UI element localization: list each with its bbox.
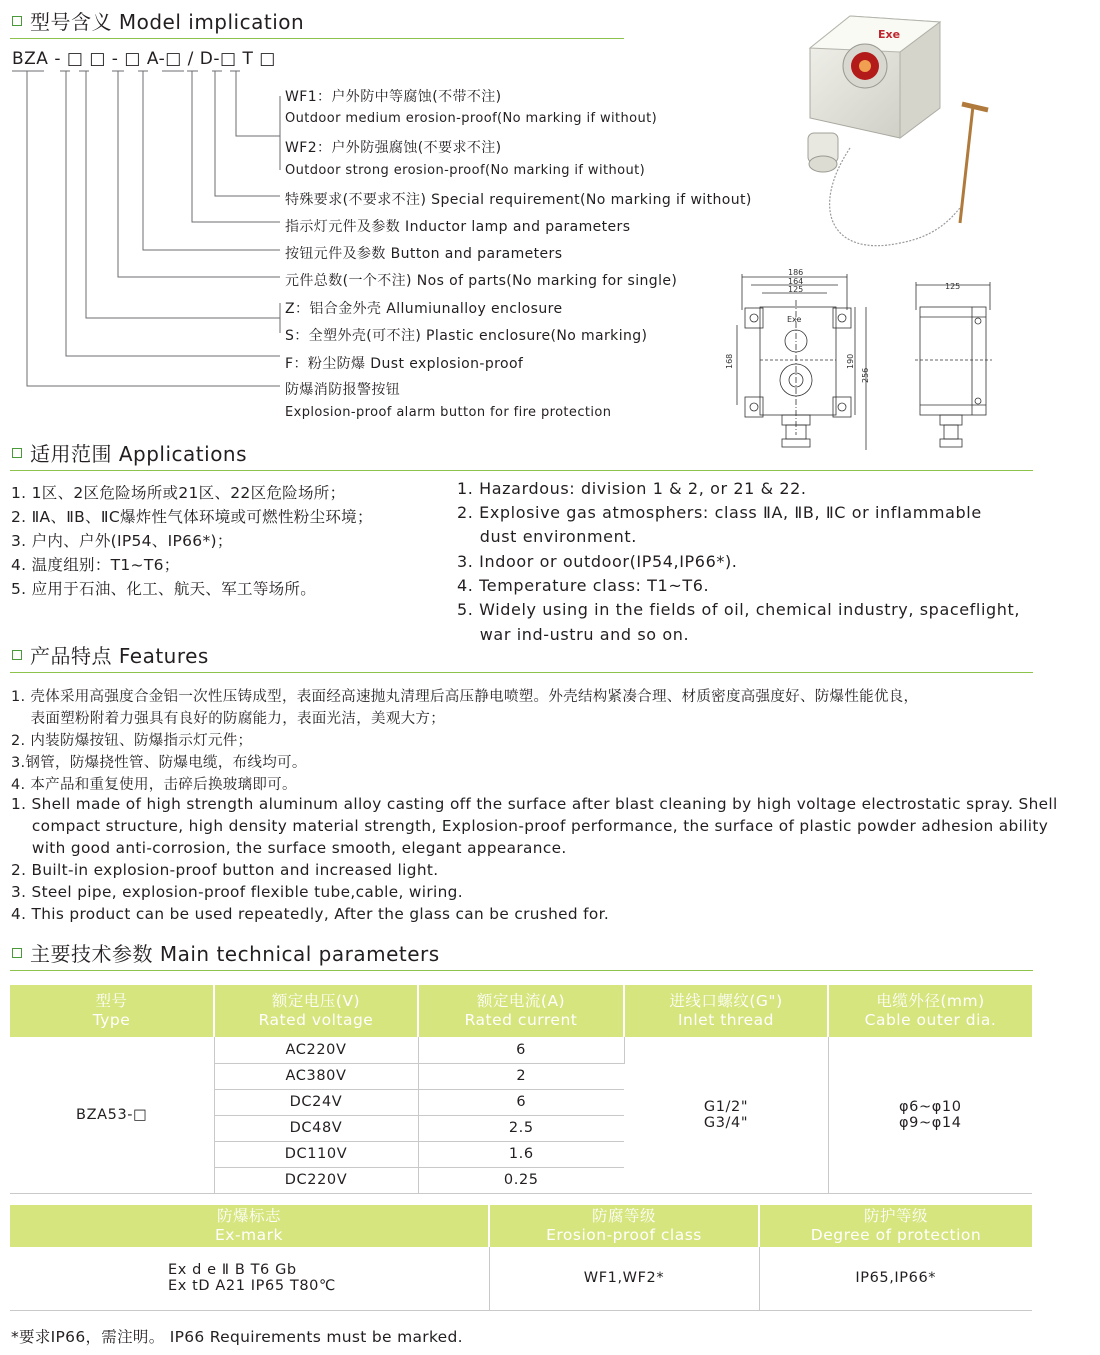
dim-125: 125 xyxy=(788,285,804,294)
app-en-5b: war ind-ustru and so on. xyxy=(457,625,690,644)
table-header-row xyxy=(10,1205,1032,1247)
section-title-features: 产品特点 Features xyxy=(12,640,209,669)
type-cell: BZA53-□ xyxy=(10,1037,214,1193)
section-divider xyxy=(10,970,1033,971)
app-cn-1: 1. 1区、2区危险场所或21区、22区危险场所； xyxy=(11,484,346,502)
voltage-cell: AC380V xyxy=(214,1063,418,1089)
table-bottom-line xyxy=(10,1193,1032,1194)
checkbox-icon xyxy=(12,948,22,958)
table-row xyxy=(10,1247,1032,1310)
app-cn-4: 4. 温度组别：T1~T6； xyxy=(11,556,180,574)
current-cell: 2 xyxy=(418,1063,624,1089)
app-en-3: 3. Indoor or outdoor(IP54,IP66*). xyxy=(457,552,738,571)
feature-cn-2: 2. 内装防爆按钮、防爆指示灯元件； xyxy=(11,733,253,749)
section-title-applications: 适用范围 Applications xyxy=(12,438,247,467)
product-exe-label: Exe xyxy=(878,28,901,41)
header-cable: 电缆外径(mm) Cable outer dia. xyxy=(828,985,1032,1037)
parameters-table xyxy=(10,985,1032,1193)
erosion-cell: WF1,WF2* xyxy=(489,1247,759,1310)
app-en-2: 2. Explosive gas atmosphers: class ⅡA, ⅡB, ⅡC or infIammable xyxy=(457,503,982,522)
feature-cn-1: 1. 壳体采用高强度合金铝一次性压铸成型，表面经高速抛丸清理后高压静电喷塑。外壳结构紧凑合理、材质密度高强度好、防爆性能优良， xyxy=(11,689,919,705)
app-en-4: 4. Temperature class: T1~T6. xyxy=(457,576,710,595)
exmark-cell: Ex d e Ⅱ B T6 Gb Ex tD A21 IP65 T80℃ xyxy=(10,1247,489,1310)
legend-parts: 元件总数(一个不注) Nos of parts(No marking for single) xyxy=(285,273,678,289)
protection-cell: IP65,IP66* xyxy=(759,1247,1032,1310)
table-header-row xyxy=(10,985,1032,1037)
current-cell: 6 xyxy=(418,1089,624,1115)
voltage-cell: DC220V xyxy=(214,1167,418,1193)
legend-wf1: WF1：户外防中等腐蚀(不带不注) xyxy=(285,89,502,105)
legend-wf2-en: Outdoor strong erosion-proof(No marking if without) xyxy=(285,163,646,178)
feature-cn-3: 3.钢管，防爆挠性管、防爆电缆，布线均可。 xyxy=(11,755,307,771)
product-photo xyxy=(790,8,1000,268)
header-exmark: 防爆标志 Ex-mark xyxy=(10,1205,489,1247)
header-current: 额定电流(A) Rated current xyxy=(418,985,624,1037)
legend-special: 特殊要求(不要求不注) Special requirement(No marking if without) xyxy=(285,192,752,208)
feature-en-3: 3. Steel pipe, explosion-proof flexible tube,cable, wiring. xyxy=(11,883,463,901)
legend-button: 按钮元件及参数 Button and parameters xyxy=(285,246,563,262)
current-cell: 6 xyxy=(418,1037,624,1063)
voltage-cell: AC220V xyxy=(214,1037,418,1063)
legend-z: Z：铝合金外壳 Allumiunalloy enclosure xyxy=(285,301,563,317)
voltage-cell: DC48V xyxy=(214,1115,418,1141)
header-erosion: 防腐等级 Erosion-proof class xyxy=(489,1205,759,1247)
footnote: *要求IP66，需注明。 IP66 Requirements must be marked. xyxy=(11,1328,463,1346)
inlet-cell: G1/2" G3/4" xyxy=(624,1037,828,1193)
header-type: 型号 Type xyxy=(10,985,214,1037)
legend-alarm-en: Explosion-proof alarm button for fire protection xyxy=(285,405,612,420)
legend-s: S：全塑外壳(可不注) Plastic enclosure(No marking) xyxy=(285,328,648,344)
dim-256: 256 xyxy=(861,367,870,383)
app-cn-2: 2. ⅡA、ⅡB、ⅡC爆炸性气体环境或可燃性粉尘环境； xyxy=(11,508,373,526)
feature-cn-4: 4. 本产品和重复使用，击碎后换玻璃即可。 xyxy=(11,777,297,793)
voltage-cell: DC110V xyxy=(214,1141,418,1167)
app-en-1: 1. Hazardous: division 1 & 2, or 21 & 22. xyxy=(457,479,807,498)
feature-cn-1b: 表面塑粉附着力强具有良好的防腐能力，表面光洁，美观大方； xyxy=(11,711,446,727)
drawing-exe-label: Exe xyxy=(787,315,802,324)
header-protection: 防护等级 Degree of protection xyxy=(759,1205,1032,1247)
section-divider xyxy=(10,470,1033,471)
dim-186: 186 xyxy=(788,268,804,277)
voltage-cell: DC24V xyxy=(214,1089,418,1115)
current-cell: 0.25 xyxy=(503,1172,539,1189)
section-title-parameters: 主要技术参数 Main technical parameters xyxy=(12,938,440,967)
checkbox-icon xyxy=(12,448,22,458)
app-en-5: 5. Widely using in the fields of oil, chemical industry, spaceflight, xyxy=(457,600,1021,619)
dim-190: 190 xyxy=(846,353,855,369)
exmark-table xyxy=(10,1205,1032,1311)
feature-en-1c: with good anti-corrosion, the surface smooth, elegant appearance. xyxy=(11,839,567,857)
model-code: BZA - □ □ - □ A-□ / D-□ T □ xyxy=(12,49,276,69)
current-cell: 2.5 xyxy=(418,1115,624,1141)
table-row xyxy=(10,1037,1032,1063)
section-divider xyxy=(10,672,1033,673)
checkbox-icon xyxy=(12,650,22,660)
feature-en-1b: compact structure, high density material strength, Explosion-proof performance, the surface of plastic powder adhesion ability xyxy=(11,817,1049,835)
app-en-2b: dust environment. xyxy=(457,527,637,546)
header-voltage: 额定电压(V) Rated voltage xyxy=(214,985,418,1037)
dimension-drawing xyxy=(720,265,1010,455)
app-cn-3: 3. 户内、户外(IP54、IP66*)； xyxy=(11,532,233,550)
feature-en-4: 4. This product can be used repeatedly, After the glass can be crushed for. xyxy=(11,905,610,923)
dim-168: 168 xyxy=(725,353,734,369)
dim-164: 164 xyxy=(788,277,804,286)
cable-cell: φ6~φ10 φ9~φ14 xyxy=(898,1099,962,1131)
current-cell: 1.6 xyxy=(418,1141,624,1167)
dim-125-side: 125 xyxy=(945,282,961,291)
section-title-model: 型号含义 Model implication xyxy=(12,6,304,35)
feature-en-1: 1. Shell made of high strength aluminum alloy casting off the surface after blast cleaning by high voltage electrostatic spray. Shell xyxy=(11,795,1058,813)
app-cn-5: 5. 应用于石油、化工、航天、军工等场所。 xyxy=(11,580,317,598)
legend-wf2: WF2：户外防强腐蚀(不要求不注) xyxy=(285,140,502,156)
legend-f: F：粉尘防爆 Dust explosion-proof xyxy=(285,356,524,372)
feature-en-2: 2. Built-in explosion-proof button and increased light. xyxy=(11,861,439,879)
header-inlet: 进线口螺纹(G") Inlet thread xyxy=(624,985,828,1037)
legend-alarm: 防爆消防报警按钮 xyxy=(285,382,401,398)
legend-wf1-en: Outdoor medium erosion-proof(No marking if without) xyxy=(285,111,658,126)
legend-lamp: 指示灯元件及参数 Inductor lamp and parameters xyxy=(285,219,631,235)
